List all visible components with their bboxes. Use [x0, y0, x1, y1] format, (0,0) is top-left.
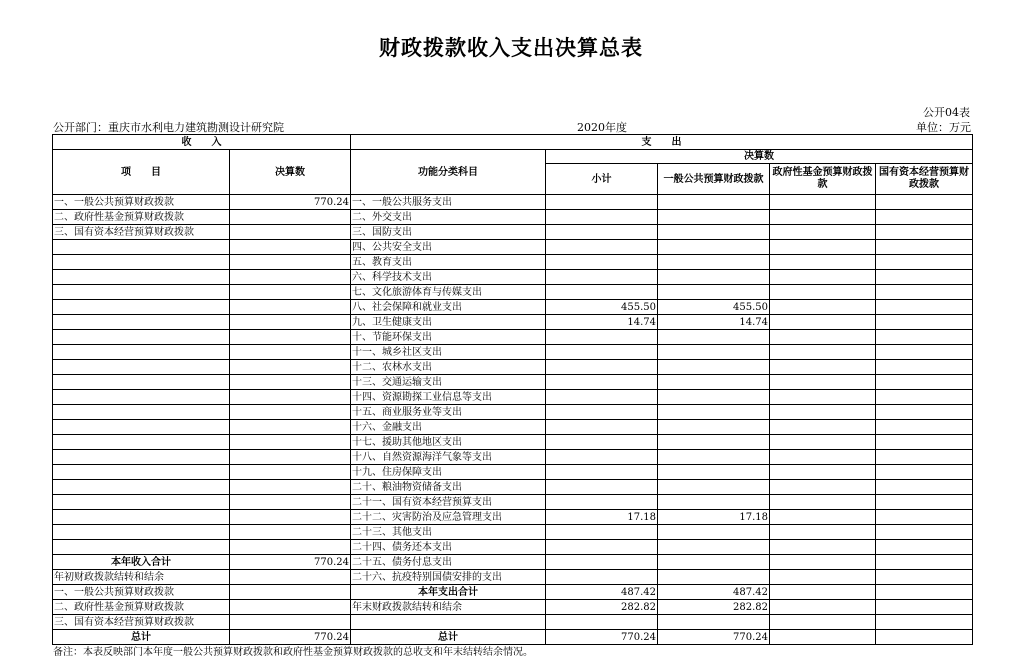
income-item-cell	[53, 315, 230, 330]
general-budget-cell: 455.50	[658, 300, 770, 315]
income-amount-cell	[230, 225, 351, 240]
subtotal-cell	[546, 495, 658, 510]
function-category-cell: 二、外交支出	[351, 210, 546, 225]
income-amount-cell	[230, 270, 351, 285]
gov-fund-cell	[770, 255, 876, 270]
income-item-cell	[53, 525, 230, 540]
income-amount-cell	[230, 240, 351, 255]
general-budget-cell	[658, 195, 770, 210]
table-row	[53, 195, 973, 210]
item-header: 项 目	[53, 150, 230, 195]
table-row	[53, 525, 973, 540]
state-capital-cell	[876, 540, 973, 555]
function-category-cell	[351, 615, 546, 630]
amount-header: 决算数	[230, 150, 351, 195]
fiscal-year-label: 2020年度	[577, 121, 627, 134]
general-budget-cell	[658, 225, 770, 240]
gov-fund-cell	[770, 405, 876, 420]
table-row	[53, 585, 973, 600]
function-category-cell: 十三、交通运输支出	[351, 375, 546, 390]
subtotal-cell	[546, 360, 658, 375]
general-budget-cell	[658, 375, 770, 390]
income-amount-cell	[230, 420, 351, 435]
table-row	[53, 375, 973, 390]
general-budget-cell	[658, 240, 770, 255]
income-amount-cell	[230, 300, 351, 315]
function-category-cell: 八、社会保障和就业支出	[351, 300, 546, 315]
state-capital-cell	[876, 525, 973, 540]
function-category-cell: 二十四、债务还本支出	[351, 540, 546, 555]
function-category-cell: 四、公共安全支出	[351, 240, 546, 255]
subtotal-cell	[546, 225, 658, 240]
income-amount-cell	[230, 345, 351, 360]
state-capital-cell	[876, 300, 973, 315]
subtotal-cell	[546, 570, 658, 585]
income-amount-cell	[230, 570, 351, 585]
state-capital-cell	[876, 555, 973, 570]
income-amount-cell	[230, 615, 351, 630]
function-category-cell: 五、教育支出	[351, 255, 546, 270]
subtotal-cell	[546, 555, 658, 570]
state-capital-cell	[876, 225, 973, 240]
gov-fund-cell	[770, 375, 876, 390]
income-item-cell: 二、政府性基金预算财政拨款	[53, 210, 230, 225]
general-budget-cell	[658, 330, 770, 345]
function-category-header: 功能分类科目	[351, 150, 546, 195]
gov-fund-cell	[770, 390, 876, 405]
table-body	[53, 195, 973, 645]
subtotal-header: 小计	[546, 164, 658, 195]
income-amount-cell	[230, 435, 351, 450]
gov-fund-cell	[770, 630, 876, 645]
state-capital-cell	[876, 510, 973, 525]
subtotal-cell	[546, 195, 658, 210]
general-budget-cell: 17.18	[658, 510, 770, 525]
income-item-cell	[53, 390, 230, 405]
gov-fund-cell	[770, 495, 876, 510]
income-amount-cell	[230, 210, 351, 225]
function-category-cell: 总计	[351, 630, 546, 645]
state-capital-cell	[876, 600, 973, 615]
table-row	[53, 240, 973, 255]
gov-fund-cell	[770, 195, 876, 210]
general-budget-cell	[658, 345, 770, 360]
income-item-cell	[53, 240, 230, 255]
page-title: 财政拨款收入支出决算总表	[379, 36, 643, 60]
general-budget-cell	[658, 210, 770, 225]
income-item-cell: 年初财政拨款结转和结余	[53, 570, 230, 585]
gov-fund-cell	[770, 240, 876, 255]
general-budget-cell	[658, 615, 770, 630]
subtotal-cell	[546, 375, 658, 390]
state-capital-cell	[876, 435, 973, 450]
income-amount-cell	[230, 405, 351, 420]
state-capital-cell	[876, 315, 973, 330]
gov-fund-cell	[770, 345, 876, 360]
unit-label: 单位：万元	[916, 121, 971, 134]
income-item-cell	[53, 375, 230, 390]
table-row	[53, 405, 973, 420]
income-amount-cell	[230, 390, 351, 405]
state-capital-cell	[876, 195, 973, 210]
department-label: 公开部门：重庆市水利电力建筑勘测设计研究院	[53, 121, 284, 134]
function-category-cell: 十、节能环保支出	[351, 330, 546, 345]
function-category-cell: 十四、资源勘探工业信息等支出	[351, 390, 546, 405]
income-amount-cell	[230, 450, 351, 465]
subtotal-cell	[546, 540, 658, 555]
function-category-cell: 二十五、债务付息支出	[351, 555, 546, 570]
income-item-cell	[53, 255, 230, 270]
subtotal-cell	[546, 270, 658, 285]
state-capital-header: 国有资本经营预算财政拨款	[876, 164, 973, 195]
function-category-cell: 十七、援助其他地区支出	[351, 435, 546, 450]
general-budget-cell	[658, 525, 770, 540]
income-item-cell	[53, 540, 230, 555]
function-category-cell: 二十二、灾害防治及应急管理支出	[351, 510, 546, 525]
footnote: 备注：本表反映部门本年度一般公共预算财政拨款和政府性基金预算财政拨款的总收支和年末结转结余情况。	[53, 647, 533, 658]
income-item-cell	[53, 435, 230, 450]
state-capital-cell	[876, 570, 973, 585]
state-capital-cell	[876, 255, 973, 270]
state-capital-cell	[876, 495, 973, 510]
income-item-cell	[53, 405, 230, 420]
state-capital-cell	[876, 480, 973, 495]
state-capital-cell	[876, 585, 973, 600]
income-item-cell: 总计	[53, 630, 230, 645]
function-category-cell: 十一、城乡社区支出	[351, 345, 546, 360]
income-amount-cell: 770.24	[230, 630, 351, 645]
table-row	[53, 510, 973, 525]
income-amount-cell	[230, 495, 351, 510]
subtotal-cell	[546, 480, 658, 495]
income-amount-cell	[230, 480, 351, 495]
general-budget-cell	[658, 390, 770, 405]
table-row	[53, 435, 973, 450]
table-row	[53, 450, 973, 465]
general-budget-header: 一般公共预算财政拨款	[658, 164, 770, 195]
function-category-cell: 一、一般公共服务支出	[351, 195, 546, 210]
table-row	[53, 270, 973, 285]
state-capital-cell	[876, 240, 973, 255]
gov-fund-cell	[770, 510, 876, 525]
general-budget-cell: 14.74	[658, 315, 770, 330]
income-amount-cell	[230, 315, 351, 330]
subtotal-cell	[546, 405, 658, 420]
general-budget-cell: 282.82	[658, 600, 770, 615]
income-amount-cell	[230, 285, 351, 300]
income-item-cell: 一、一般公共预算财政拨款	[53, 195, 230, 210]
subtotal-cell	[546, 465, 658, 480]
expense-header: 支 出	[351, 135, 973, 150]
gov-fund-cell	[770, 315, 876, 330]
general-budget-cell: 770.24	[658, 630, 770, 645]
income-item-cell	[53, 420, 230, 435]
budget-table	[52, 134, 973, 645]
subtotal-cell: 455.50	[546, 300, 658, 315]
gov-fund-cell	[770, 210, 876, 225]
final-amount-header: 决算数	[546, 150, 973, 164]
subtotal-cell: 487.42	[546, 585, 658, 600]
income-item-cell: 一、一般公共预算财政拨款	[53, 585, 230, 600]
gov-fund-cell	[770, 480, 876, 495]
general-budget-cell	[658, 480, 770, 495]
form-number: 公开04表	[923, 106, 970, 119]
general-budget-cell	[658, 450, 770, 465]
income-amount-cell	[230, 360, 351, 375]
state-capital-cell	[876, 285, 973, 300]
income-amount-cell	[230, 510, 351, 525]
income-item-cell	[53, 285, 230, 300]
gov-fund-cell	[770, 330, 876, 345]
general-budget-cell	[658, 255, 770, 270]
state-capital-cell	[876, 420, 973, 435]
gov-fund-cell	[770, 450, 876, 465]
state-capital-cell	[876, 375, 973, 390]
general-budget-cell	[658, 495, 770, 510]
state-capital-cell	[876, 345, 973, 360]
income-item-cell	[53, 450, 230, 465]
function-category-cell: 十二、农林水支出	[351, 360, 546, 375]
state-capital-cell	[876, 360, 973, 375]
income-item-cell: 三、国有资本经营预算财政拨款	[53, 615, 230, 630]
income-item-cell: 三、国有资本经营预算财政拨款	[53, 225, 230, 240]
subtotal-cell	[546, 420, 658, 435]
general-budget-cell	[658, 435, 770, 450]
table-row	[53, 210, 973, 225]
subtotal-cell: 770.24	[546, 630, 658, 645]
subtotal-cell	[546, 435, 658, 450]
subtotal-cell: 282.82	[546, 600, 658, 615]
subtotal-cell	[546, 210, 658, 225]
subtotal-cell	[546, 255, 658, 270]
gov-fund-cell	[770, 300, 876, 315]
income-item-cell	[53, 510, 230, 525]
table-row	[53, 420, 973, 435]
state-capital-cell	[876, 465, 973, 480]
table-row	[53, 315, 973, 330]
general-budget-cell	[658, 465, 770, 480]
gov-fund-cell	[770, 600, 876, 615]
function-category-cell: 十六、金融支出	[351, 420, 546, 435]
function-category-cell: 十八、自然资源海洋气象等支出	[351, 450, 546, 465]
income-item-cell	[53, 495, 230, 510]
table-row	[53, 615, 973, 630]
state-capital-cell	[876, 450, 973, 465]
table-row	[53, 555, 973, 570]
gov-fund-cell	[770, 270, 876, 285]
gov-fund-cell	[770, 570, 876, 585]
income-amount-cell	[230, 465, 351, 480]
subtotal-cell	[546, 450, 658, 465]
gov-fund-cell	[770, 360, 876, 375]
table-row	[53, 330, 973, 345]
function-category-cell: 七、文化旅游体育与传媒支出	[351, 285, 546, 300]
income-item-cell	[53, 480, 230, 495]
subtotal-cell	[546, 345, 658, 360]
income-item-cell	[53, 300, 230, 315]
subtotal-cell: 14.74	[546, 315, 658, 330]
table-row	[53, 300, 973, 315]
subtotal-cell	[546, 330, 658, 345]
subtotal-cell	[546, 285, 658, 300]
income-item-cell	[53, 270, 230, 285]
general-budget-cell	[658, 270, 770, 285]
gov-fund-cell	[770, 285, 876, 300]
function-category-cell: 九、卫生健康支出	[351, 315, 546, 330]
state-capital-cell	[876, 390, 973, 405]
subtotal-cell	[546, 525, 658, 540]
income-amount-cell	[230, 600, 351, 615]
subtotal-cell	[546, 615, 658, 630]
table-row	[53, 480, 973, 495]
table-row	[53, 540, 973, 555]
state-capital-cell	[876, 330, 973, 345]
table-row	[53, 465, 973, 480]
general-budget-cell	[658, 285, 770, 300]
gov-fund-cell	[770, 555, 876, 570]
subtotal-cell: 17.18	[546, 510, 658, 525]
general-budget-cell	[658, 555, 770, 570]
state-capital-cell	[876, 210, 973, 225]
subtotal-cell	[546, 390, 658, 405]
income-amount-cell	[230, 255, 351, 270]
gov-fund-cell	[770, 435, 876, 450]
gov-fund-cell	[770, 615, 876, 630]
function-category-cell: 二十六、抗疫特别国债安排的支出	[351, 570, 546, 585]
function-category-cell: 十五、商业服务业等支出	[351, 405, 546, 420]
gov-fund-cell	[770, 585, 876, 600]
general-budget-cell	[658, 570, 770, 585]
function-category-cell: 六、科学技术支出	[351, 270, 546, 285]
general-budget-cell	[658, 420, 770, 435]
function-category-cell: 本年支出合计	[351, 585, 546, 600]
gov-fund-cell	[770, 525, 876, 540]
table-row	[53, 285, 973, 300]
income-item-cell	[53, 360, 230, 375]
gov-fund-cell	[770, 420, 876, 435]
state-capital-cell	[876, 630, 973, 645]
table-row	[53, 600, 973, 615]
subtotal-cell	[546, 240, 658, 255]
gov-fund-cell	[770, 540, 876, 555]
income-amount-cell: 770.24	[230, 195, 351, 210]
income-amount-cell	[230, 375, 351, 390]
function-category-cell: 年末财政拨款结转和结余	[351, 600, 546, 615]
table-row	[53, 225, 973, 240]
gov-fund-cell	[770, 225, 876, 240]
income-amount-cell	[230, 585, 351, 600]
meta-row	[53, 119, 971, 133]
income-amount-cell	[230, 525, 351, 540]
general-budget-cell	[658, 405, 770, 420]
function-category-cell: 三、国防支出	[351, 225, 546, 240]
general-budget-cell	[658, 360, 770, 375]
function-category-cell: 二十、粮油物资储备支出	[351, 480, 546, 495]
table-row	[53, 570, 973, 585]
table-row	[53, 345, 973, 360]
table-row	[53, 390, 973, 405]
income-amount-cell	[230, 330, 351, 345]
income-amount-cell: 770.24	[230, 555, 351, 570]
income-amount-cell	[230, 540, 351, 555]
function-category-cell: 二十一、国有资本经营预算支出	[351, 495, 546, 510]
state-capital-cell	[876, 270, 973, 285]
general-budget-cell: 487.42	[658, 585, 770, 600]
table-row	[53, 495, 973, 510]
state-capital-cell	[876, 615, 973, 630]
table-row	[53, 255, 973, 270]
table-row	[53, 360, 973, 375]
income-item-cell	[53, 345, 230, 360]
income-item-cell: 本年收入合计	[53, 555, 230, 570]
gov-fund-cell	[770, 465, 876, 480]
gov-fund-header: 政府性基金预算财政拨款	[770, 164, 876, 195]
state-capital-cell	[876, 405, 973, 420]
income-item-cell	[53, 330, 230, 345]
general-budget-cell	[658, 540, 770, 555]
function-category-cell: 二十三、其他支出	[351, 525, 546, 540]
income-item-cell	[53, 465, 230, 480]
function-category-cell: 十九、住房保障支出	[351, 465, 546, 480]
income-item-cell: 二、政府性基金预算财政拨款	[53, 600, 230, 615]
income-header: 收 入	[53, 135, 351, 150]
